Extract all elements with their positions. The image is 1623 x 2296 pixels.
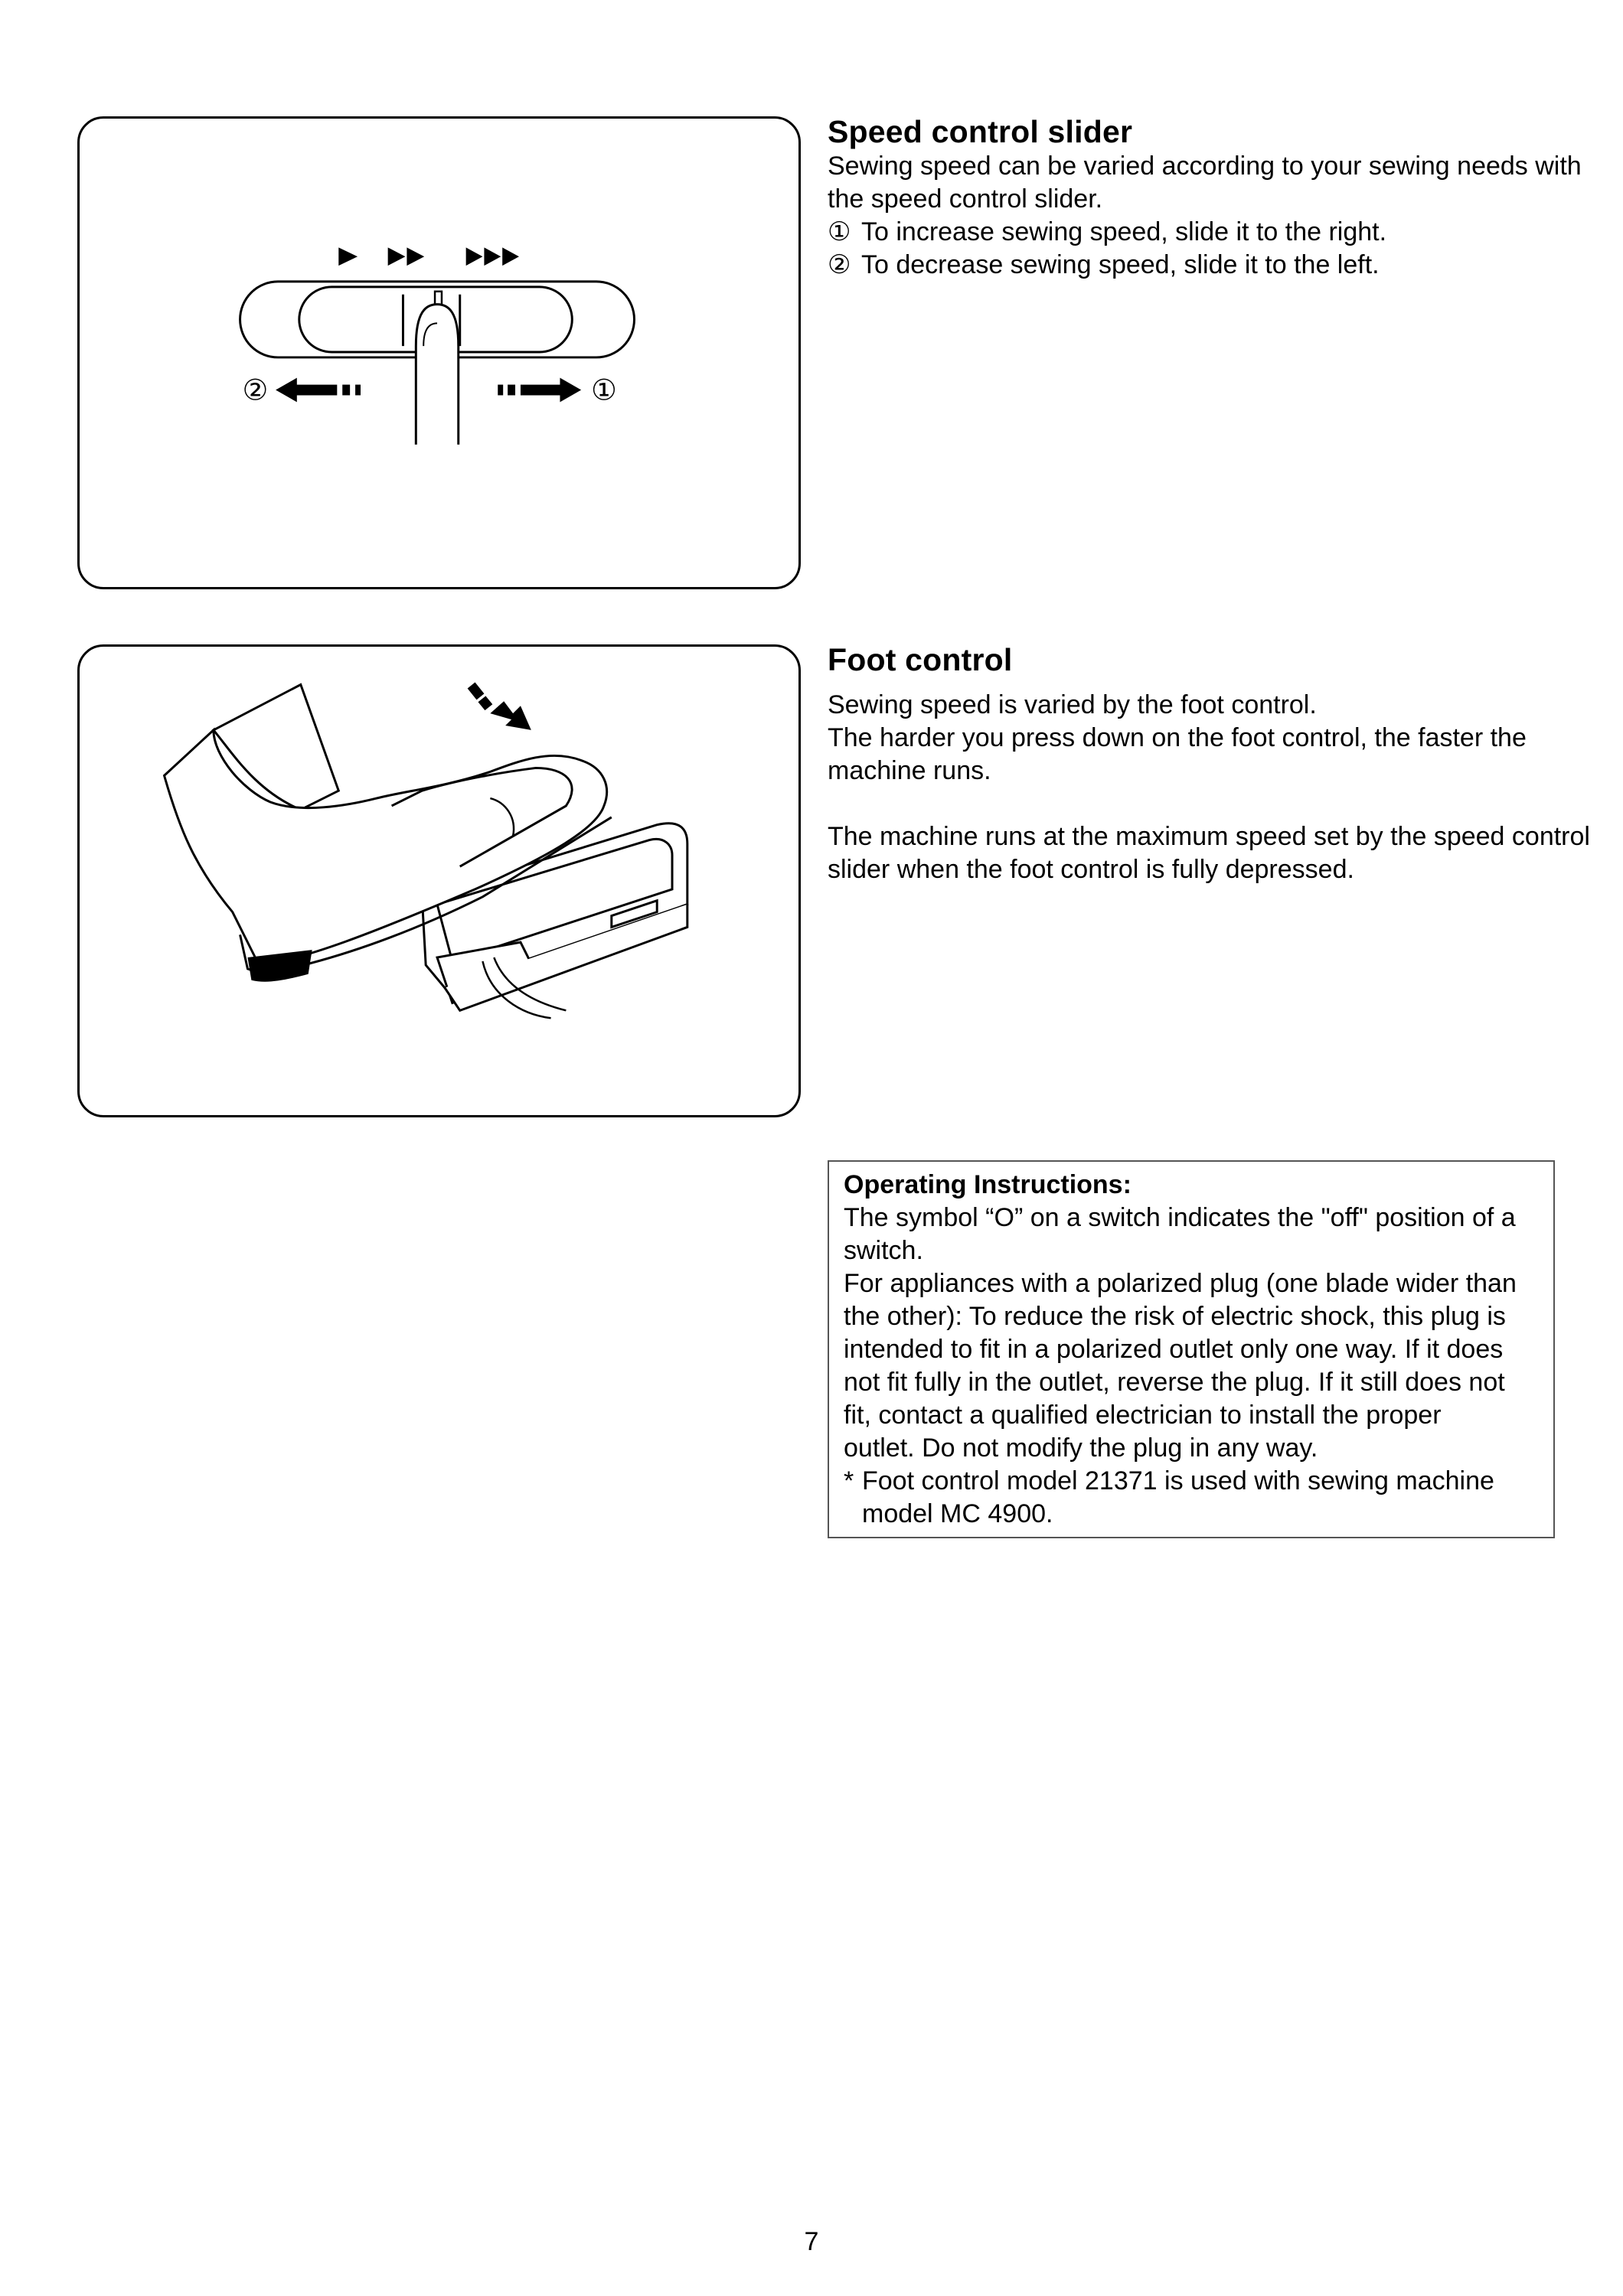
speed-slider-heading: Speed control slider [828,114,1133,149]
instruction-line: intended to fit in a polarized outlet only one way. If it does [844,1335,1504,1364]
instruction-line: outlet. Do not modify the plug in any way. [844,1433,1318,1463]
page-number: 7 [804,2227,819,2256]
footnote [844,1465,1553,1531]
foot-control-section [828,641,1593,886]
step-marker: ② [828,250,851,279]
decrease-speed-step [828,249,1593,282]
step-text: To increase sewing speed, slide it to the right. [861,217,1387,246]
medium-speed-icon [388,247,406,266]
speed-indicator-icons [338,247,519,266]
increase-speed-step [828,216,1593,249]
decrease-label: ② [242,373,269,407]
slow-speed-icon [338,247,358,266]
instruction-line: The symbol “O” on a switch indicates the "off" position of a [844,1203,1516,1232]
speed-slider-figure [77,116,801,589]
foot-control-illustration [80,647,798,1115]
speed-slider-section [828,113,1593,282]
increase-label: ① [591,373,617,407]
step-text: To decrease sewing speed, slide it to the left. [861,250,1380,279]
speed-slider-illustration [80,119,798,587]
operating-instructions-box [828,1160,1555,1538]
footnote-text: Foot control model 21371 is used with sewing machine model MC 4900. [862,1466,1494,1528]
foot-control-text-line: Sewing speed is varied by the foot control. [828,690,1317,719]
foot-control-heading: Foot control [828,642,1013,677]
instruction-line: fit, contact a qualified electrician to install the proper [844,1401,1442,1430]
arrow-left-icon [276,378,361,403]
instruction-line: the other): To reduce the risk of electric shock, this plug is [844,1302,1506,1331]
finger-icon [416,305,458,445]
foot-control-figure [77,644,801,1117]
foot-control-text-line: The harder you press down on the foot control, the faster the machine runs. [828,723,1527,785]
speed-slider-intro: Sewing speed can be varied according to your sewing needs with the speed control slider. [828,152,1582,214]
fast-speed-icon [466,247,483,266]
instruction-line: not fit fully in the outlet, reverse the plug. If it still does not [844,1368,1505,1397]
step-marker: ① [828,217,851,246]
instruction-line: For appliances with a polarized plug (one blade wider than [844,1269,1517,1298]
footnote-marker: * [844,1466,854,1495]
operating-instructions-title: Operating Instructions: [844,1170,1132,1199]
arrow-right-icon [498,378,581,403]
foot-control-max-speed-text: The machine runs at the maximum speed set by the speed control slider when the foot control is fully depressed. [828,822,1590,884]
instruction-line: switch. [844,1236,923,1265]
press-down-arrow-icon [468,683,531,730]
